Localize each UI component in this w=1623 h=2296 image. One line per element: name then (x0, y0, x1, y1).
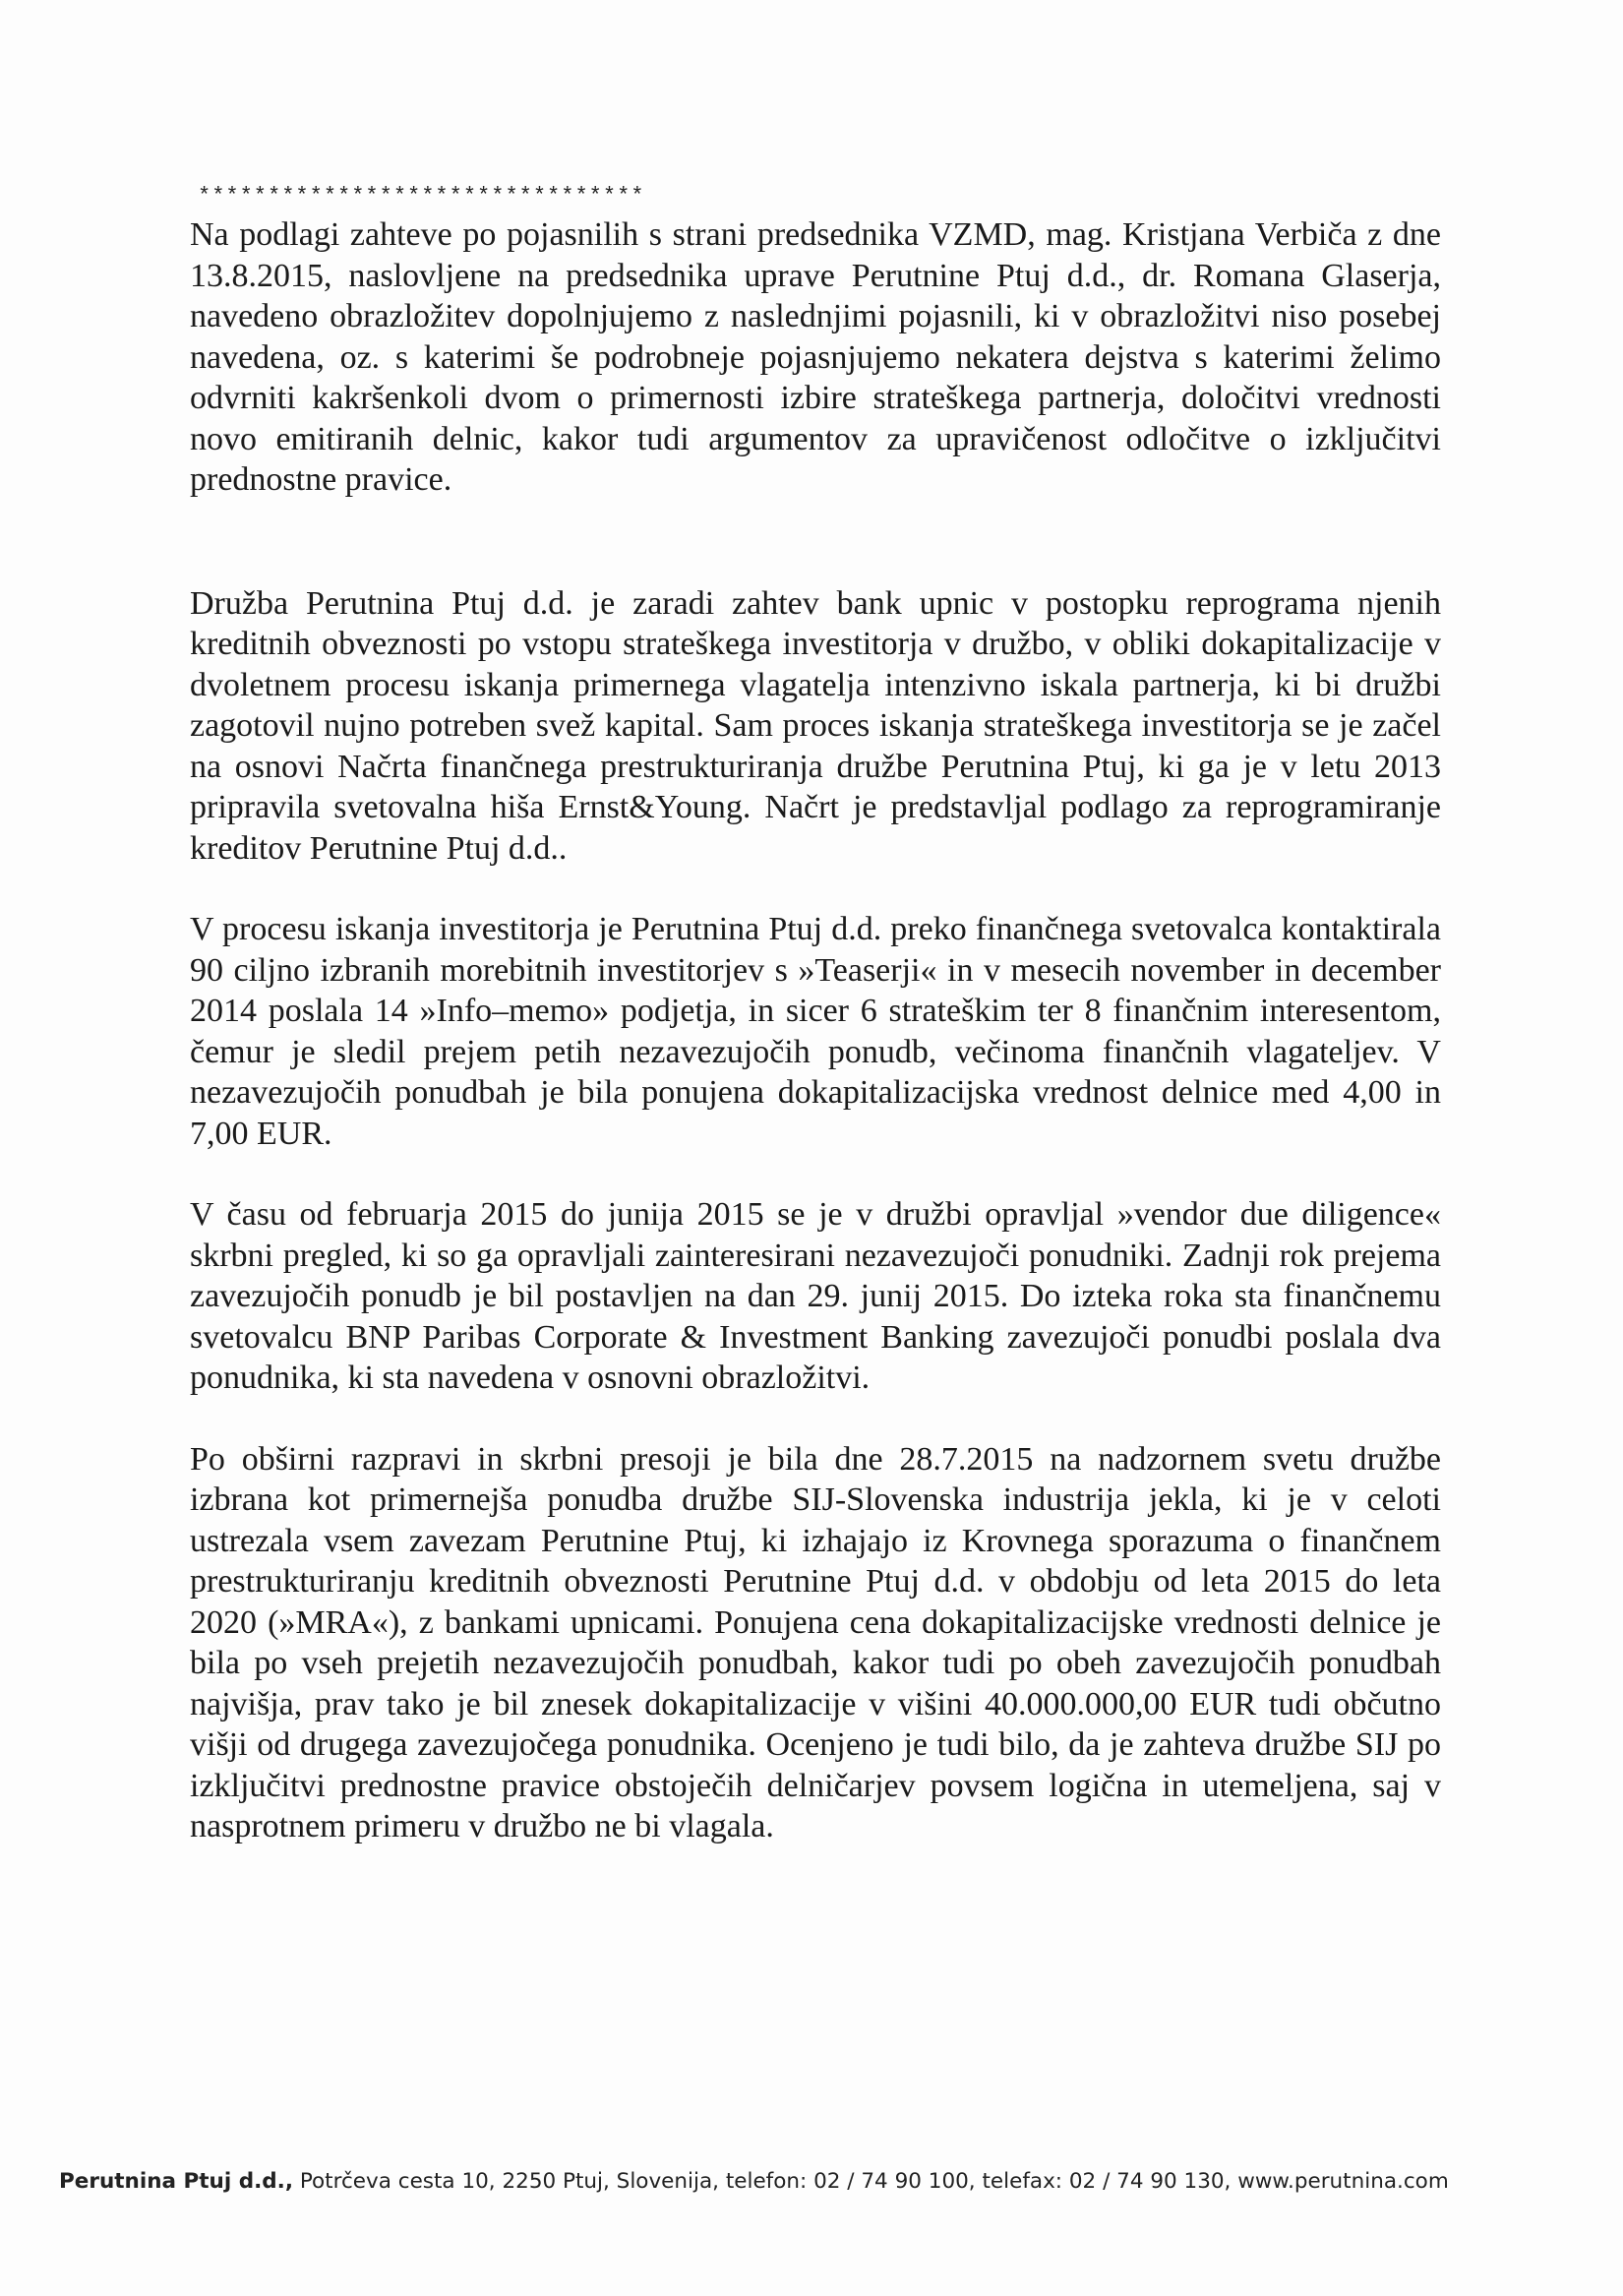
paragraph-due-diligence: V času od februarja 2015 do junija 2015 se je v družbi opravljal »vendor due diligence« skrbni pregled, ki so ga opravljali zainteresirani nezavezujoči ponudniki. Zadnji rok prejema zavezujočih ponudb je bil postavljen na dan 29. junij 2015. Do izteka roka sta finančnemu svetovalcu BNP Paribas Corporate & Investment Banking zavezujoči ponudbi poslala dva ponudnika, ki sta navedena v osnovni obrazložitvi. (190, 1196, 1441, 1396)
document-body (190, 182, 1441, 1847)
paragraph-clarification-request: Na podlagi zahteve po pojasnilih s strani predsednika VZMD, mag. Kristjana Verbiča z dne 13.8.2015, naslovljene na predsednika uprave Perutnine Ptuj d.d., dr. Romana Glaserja, navedeno obrazložitev dopolnjujemo z naslednjimi pojasnili, ki v obrazložitvi niso posebej navedena, oz. s katerimi še podrobneje pojasnjujemo nekatera dejstva s katerimi želimo odvrniti kakršenkoli dvom o primernosti izbire strateškega partnerja, določitvi vrednosti novo emitiranih delnic, kakor tudi argumentov za upravičenost odločitve o izključitvi prednostne pravice. (190, 216, 1441, 498)
letterhead-footer (59, 2167, 1574, 2197)
paragraph-investor-search: Družba Perutnina Ptuj d.d. je zaradi zahtev bank upnic v postopku reprograma njenih kreditnih obveznosti po vstopu strateškega investitorja v družbo, v obliki dokapitalizacije v dvoletnem procesu iskanja primernega vlagatelja intenzivno iskala partnerja, ki bi družbi zagotovil nujno potreben svež kapital. Sam proces iskanja strateškega investitorja se je začel na osnovi Načrta finančnega prestrukturiranja družbe Perutnina Ptuj, ki ga je v letu 2013 pripravila svetovalna hiša Ernst&Young. Načrt je predstavljal podlago za reprogramiranje kreditov Perutnine Ptuj d.d.. (190, 584, 1441, 867)
paragraph-spacer (190, 501, 1441, 583)
footer-contact-details: Potrčeva cesta 10, 2250 Ptuj, Slovenija, telefon: 02 / 74 90 100, telefax: 02 / 74 90 130, www.perutnina.com (292, 2169, 1449, 2194)
asterisk-separator: ******************************** (198, 184, 645, 209)
paragraph-spacer (190, 1399, 1441, 1439)
footer-company-name: Perutnina Ptuj d.d., (59, 2169, 293, 2194)
paragraph-spacer (190, 1154, 1441, 1194)
paragraph-investor-process: V procesu iskanja investitorja je Perutnina Ptuj d.d. preko finančnega svetovalca kontaktirala 90 ciljno izbranih morebitnih investitorjev s »Teaserji« in v mesecih november in december 2014 poslala 14 »Info–memo» podjetja, in sicer 6 strateškim ter 8 finančnim interesentom, čemur je sledil prejem petih nezavezujočih ponudb, večinoma finančnih vlagateljev. V nezavezujočih ponudbah je bila ponujena dokapitalizacijska vrednost delnice med 4,00 in 7,00 EUR. (190, 911, 1441, 1152)
paragraph-supervisory-decision: Po obširni razpravi in skrbni presoji je bila dne 28.7.2015 na nadzornem svetu družbe izbrana kot primernejša ponudba družbe SIJ-Slovenska industrija jekla, ki je v celoti ustrezala vsem zavezam Perutnine Ptuj, ki izhajajo iz Krovnega sporazuma o finančnem prestrukturiranju kreditnih obveznosti Perutnine Ptuj d.d. v obdobju od leta 2015 do leta 2020 (»MRA«), z bankami upnicami. Ponujena cena dokapitalizacijske vrednosti delnice je bila po vseh prejetih nezavezujočih ponudbah, kakor tudi po obeh zavezujočih ponudbah najvišja, prav tako je bil znesek dokapitalizacije v višini 40.000.000,00 EUR tudi občutno višji od drugega zavezujočega ponudnika. Ocenjeno je tudi bilo, da je zahteva družbe SIJ po izključitvi prednostne pravice obstoječih delničarjev povsem logična in utemeljena, saj v nasprotnem primeru v družbo ne bi vlagala. (190, 1440, 1441, 1844)
paragraph-spacer (190, 869, 1441, 909)
